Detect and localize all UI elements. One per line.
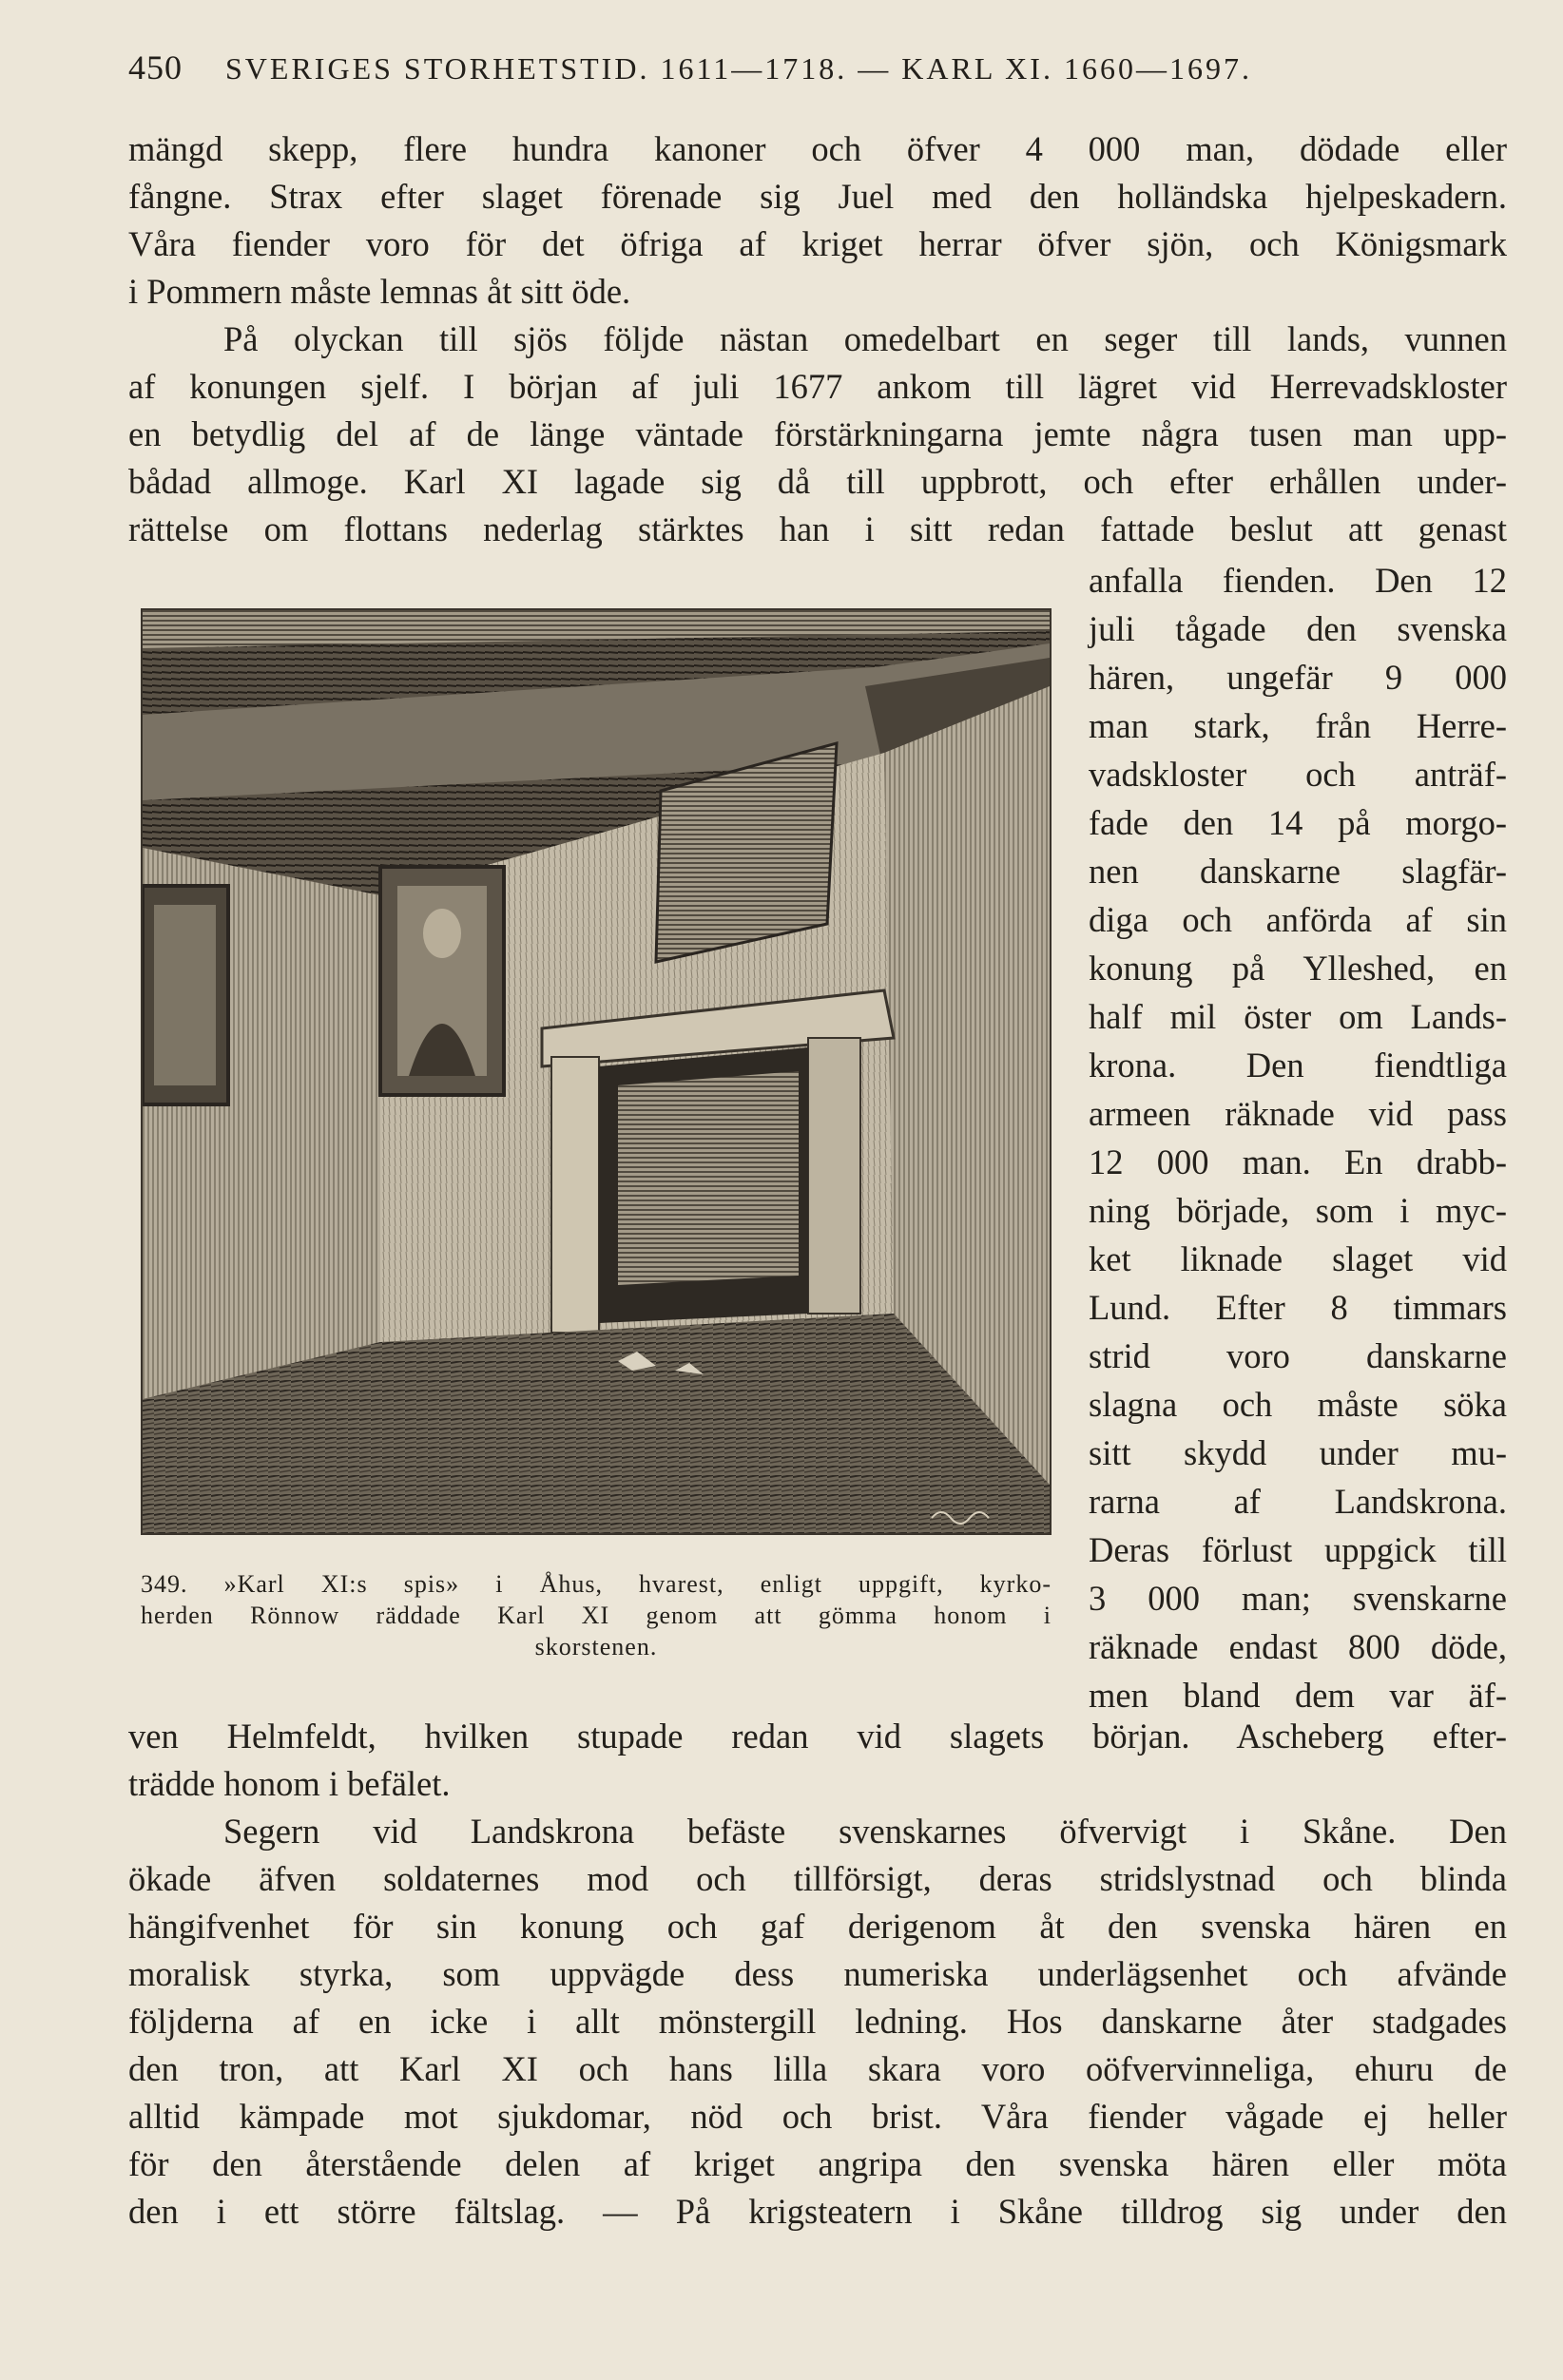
side-text-line: slagna och måste söka	[1089, 1385, 1507, 1424]
text-line: trädde honom i befälet.	[128, 1764, 451, 1803]
text-line: för den återstående delen af kriget angripa den svenska hären eller möta	[128, 2144, 1507, 2183]
side-text-line: sitt skydd under mu-	[1089, 1433, 1507, 1472]
text-line: moralisk styrka, som uppvägde dess numeriska underlägsenhet och afvände	[128, 1954, 1507, 1993]
text-line: fångne. Strax efter slaget förenade sig Juel med den holländska hjelpeskadern.	[128, 177, 1507, 216]
side-text-line: men bland dem var äf-	[1089, 1676, 1507, 1715]
caption-line: herden Rönnow räddade Karl XI genom att gömma honom i	[141, 1602, 1052, 1629]
text-line: alltid kämpade mot sjukdomar, nöd och brist. Våra fiender vågade ej heller	[128, 2097, 1507, 2136]
side-text-line: rarna af Landskrona.	[1089, 1482, 1507, 1521]
side-text-line: diga och anförda af sin	[1089, 900, 1507, 939]
side-text-line: anfalla fienden. Den 12	[1089, 561, 1507, 600]
side-text-line: Lund. Efter 8 timmars	[1089, 1288, 1507, 1327]
figure-caption	[141, 1568, 1052, 1662]
text-line: följderna af en icke i allt mönstergill ledning. Hos danskarne åter stadgades	[128, 2002, 1507, 2041]
text-line: ökade äfven soldaternes mod och tillförsigt, deras stridslystnad och blinda	[128, 1859, 1507, 1898]
page-number: 450	[128, 48, 183, 86]
text-line: rättelse om flottans nederlag stärktes han i sitt redan fattade beslut att genast	[128, 509, 1507, 548]
side-text-line: half mil öster om Lands-	[1089, 997, 1507, 1036]
side-text-line: Deras förlust uppgick till	[1089, 1530, 1507, 1569]
text-line: hängifvenhet för sin konung och gaf derigenom åt den svenska hären en	[128, 1907, 1507, 1946]
text-line: en betydlig del af de länge väntade förstärkningarna jemte några tusen man upp-	[128, 414, 1507, 453]
side-text-line: armeen räknade vid pass	[1089, 1094, 1507, 1133]
caption-line: 349. »Karl XI:s spis» i Åhus, hvarest, enligt uppgift, kyrko-	[141, 1570, 1052, 1598]
text-line: ven Helmfeldt, hvilken stupade redan vid slagets början. Ascheberg efter-	[128, 1717, 1507, 1756]
side-text-line: man stark, från Herre-	[1089, 706, 1507, 745]
text-line: af konungen sjelf. I början af juli 1677 ankom till lägret vid Herrevadskloster	[128, 367, 1507, 406]
text-line: mängd skepp, flere hundra kanoner och öfver 4 000 man, dödade eller	[128, 129, 1507, 168]
side-text-line: ning började, som i myc-	[1089, 1191, 1507, 1230]
side-text-line: nen danskarne slagfär-	[1089, 852, 1507, 891]
side-text-line: hären, ungefär 9 000	[1089, 658, 1507, 697]
side-text-line: 12 000 man. En drabb-	[1089, 1142, 1507, 1181]
caption-line: skorstenen.	[534, 1633, 658, 1660]
text-line: bådad allmoge. Karl XI lagade sig då till uppbrott, och efter erhållen under-	[128, 462, 1507, 501]
side-text-line: juli tågade den svenska	[1089, 609, 1507, 648]
side-text-line: strid voro danskarne	[1089, 1336, 1507, 1375]
running-title: SVERIGES STORHETSTID. 1611—1718. — KARL XI. 1660—1697.	[225, 51, 1252, 86]
side-text-line: krona. Den fiendtliga	[1089, 1046, 1507, 1084]
side-text-line: fade den 14 på morgo-	[1089, 803, 1507, 842]
text-line: På olyckan till sjös följde nästan omedelbart en seger till lands, vunnen	[223, 319, 1507, 358]
side-text-line: vadskloster och anträf-	[1089, 755, 1507, 794]
text-line: i Pommern måste lemnas åt sitt öde.	[128, 272, 631, 311]
side-text-line: konung på Ylleshed, en	[1089, 949, 1507, 988]
running-header	[128, 48, 1507, 93]
text-line: den tron, att Karl XI och hans lilla skara voro oöfvervinneliga, ehuru de	[128, 2049, 1507, 2088]
side-text-line: 3 000 man; svenskarne	[1089, 1579, 1507, 1618]
text-line: Segern vid Landskrona befäste svenskarnes öfvervigt i Skåne. Den	[223, 1812, 1507, 1851]
fireplace-engraving	[141, 608, 1052, 1535]
text-line: Våra fiender voro för det öfriga af kriget herrar öfver sjön, och Königsmark	[128, 224, 1507, 263]
text-line: den i ett större fältslag. — På krigsteatern i Skåne tilldrog sig under den	[128, 2192, 1507, 2231]
side-text-line: ket liknade slaget vid	[1089, 1239, 1507, 1278]
side-text-line: räknade endast 800 döde,	[1089, 1627, 1507, 1666]
